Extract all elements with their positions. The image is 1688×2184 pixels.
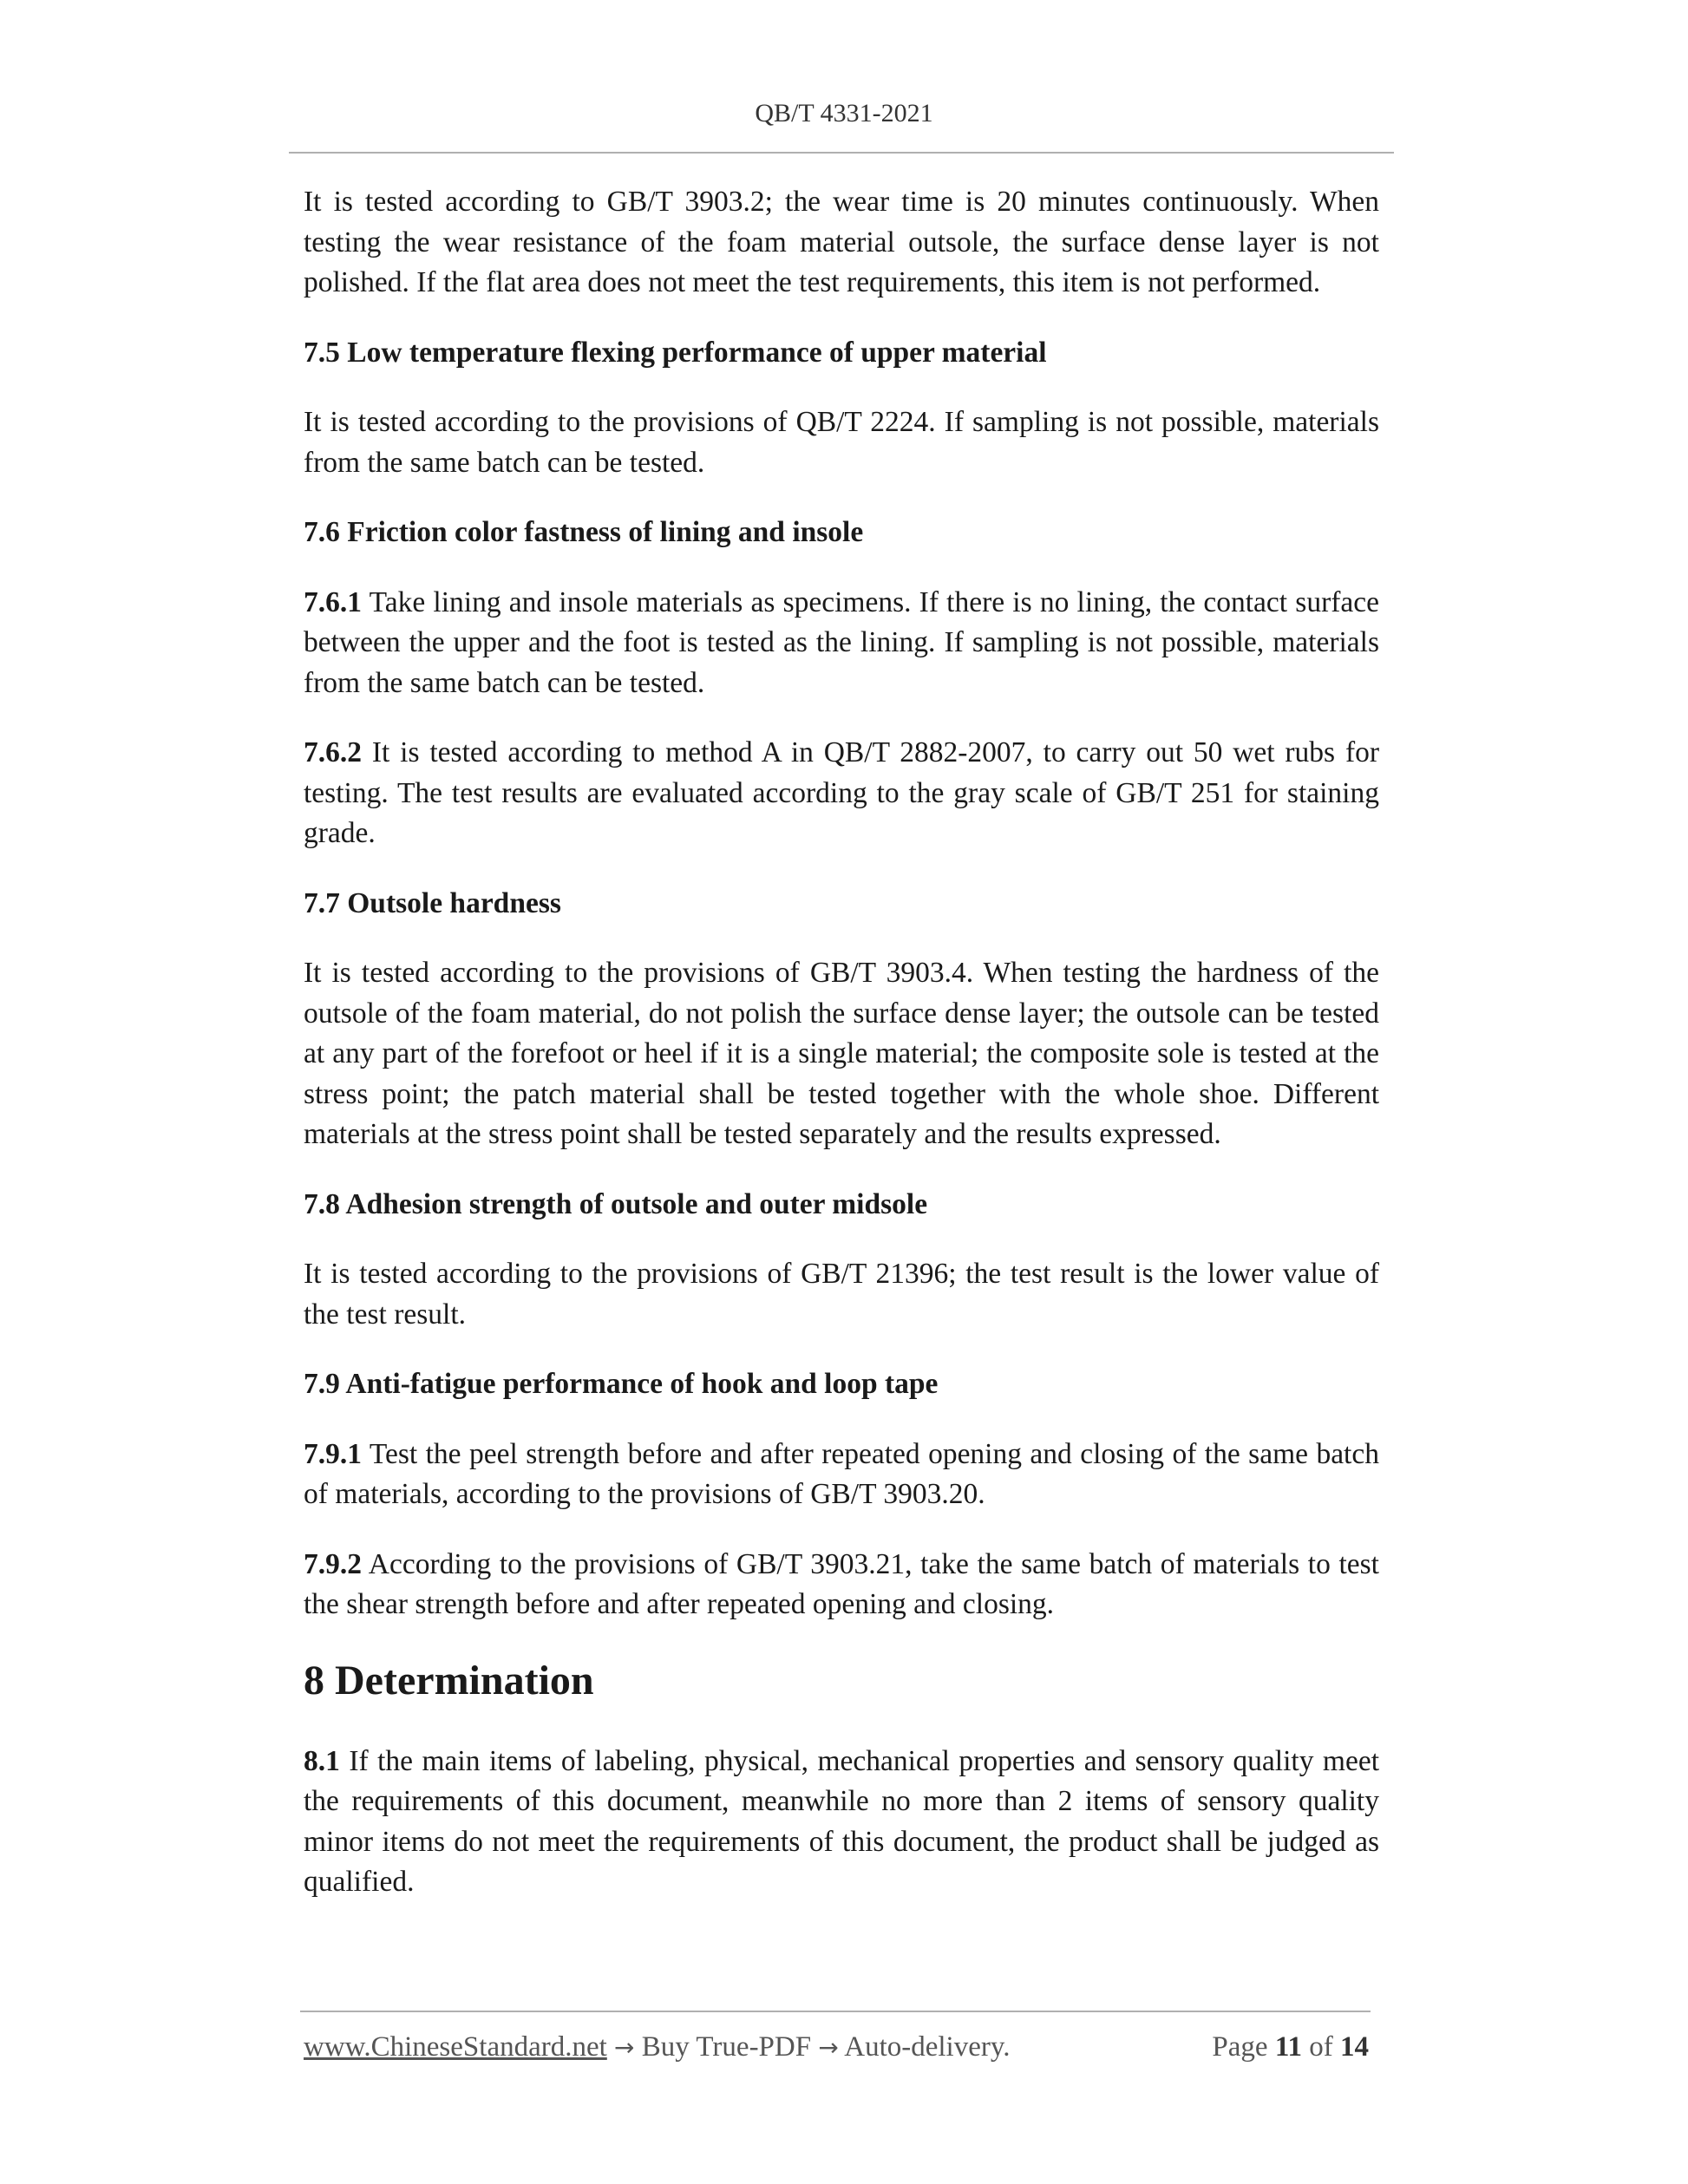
paragraph-8-1 [304,1742,1379,1903]
paragraph-wear-test: It is tested according to GB/T 3903.2; the wear time is 20 minutes continuously. When testing the wear resistance of the foam material outsole, the surface dense layer is not polished. If the flat area does not meet the test requirements, this item is not performed. [304,186,1379,298]
clause-text-7-6-2: It is tested according to method A in QB/T 2882-2007, to carry out 50 wet rubs for testing. The test results are evaluated according to the gray scale of GB/T 251 for staining grade. [304,736,1380,849]
clause-number-7-6-1: 7.6.1 [304,585,362,618]
clause-number-7-6-2: 7.6.2 [304,736,362,768]
paragraph-7-6-1 [304,583,1379,704]
of-label: of [1309,2031,1333,2063]
heading-7-8: 7.8 Adhesion strength of outsole and outer midsole [304,1187,928,1220]
clause-number-8-1: 8.1 [304,1744,340,1777]
current-page-number: 11 [1274,2031,1302,2063]
paragraph-7-6-2 [304,733,1379,854]
clause-number-7-9-1: 7.9.1 [304,1437,362,1470]
paragraph-7-8: It is tested according to the provisions of GB/T 21396; the test result is the lower value of the test result. [304,1258,1379,1331]
clause-text-7-9-1: Test the peel strength before and after repeated opening and closing of the same batch of materials, according to the provisions of GB/T 3903.20. [304,1437,1379,1510]
heading-7-5: 7.5 Low temperature flexing performance of upper material [304,336,1047,369]
heading-7-6: 7.6 Friction color fastness of lining and insole [304,516,864,548]
page-counter [1212,2028,1369,2066]
paragraph-7-5: It is tested according to the provisions of QB/T 2224. If sampling is not possible, materials from the same batch can be tested. [304,406,1379,479]
clause-text-7-9-2: According to the provisions of GB/T 3903.21, take the same batch of materials to test the shear strength before and after repeated opening and closing. [304,1547,1379,1620]
paragraph-7-9-1 [304,1435,1379,1515]
website-link[interactable]: www.ChineseStandard.net [304,2031,607,2063]
paragraph-7-9-2 [304,1545,1379,1625]
footer-divider [300,2011,1371,2012]
footer-left [304,2028,1010,2067]
document-body [304,182,1379,1932]
buy-pdf-text: Buy True-PDF [641,2031,812,2063]
heading-7-7: 7.7 Outsole hardness [304,886,561,919]
header-title: QB/T 4331-2021 [755,99,933,128]
arrow-right-icon: → [614,2033,635,2062]
header-divider [289,152,1394,154]
total-page-number: 14 [1340,2031,1369,2063]
clause-text-7-6-1: Take lining and insole materials as specimens. If there is no lining, the contact surface between the upper and the foot is tested as the lining. If sampling is not possible, materials from the same batch can be tested. [304,585,1379,699]
heading-7-9: 7.9 Anti-fatigue performance of hook and loop tape [304,1368,939,1400]
chapter-heading-8: 8 Determination [304,1657,594,1703]
clause-text-8-1: If the main items of labeling, physical, mechanical properties and sensory quality meet the requirements of this document, meanwhile no more than 2 items of sensory quality minor items do not meet the requirements of this document, the product shall be judged as qualified. [304,1744,1379,1898]
page-label: Page [1212,2031,1268,2063]
paragraph-7-7: It is tested according to the provisions of GB/T 3903.4. When testing the hardness of the outsole of the foam material, do not polish the surface dense layer; the outsole can be tested at any part of the forefoot or heel if it is a single material; the composite sole is tested at the stress point; the patch material shall be tested together with the whole shoe. Different materials at the stress point shall be tested separately and the results expressed. [304,957,1379,1150]
arrow-right-icon: → [818,2033,839,2062]
page-footer [304,2028,1369,2066]
auto-delivery-text: Auto-delivery. [844,2031,1011,2063]
clause-number-7-9-2: 7.9.2 [304,1547,362,1580]
